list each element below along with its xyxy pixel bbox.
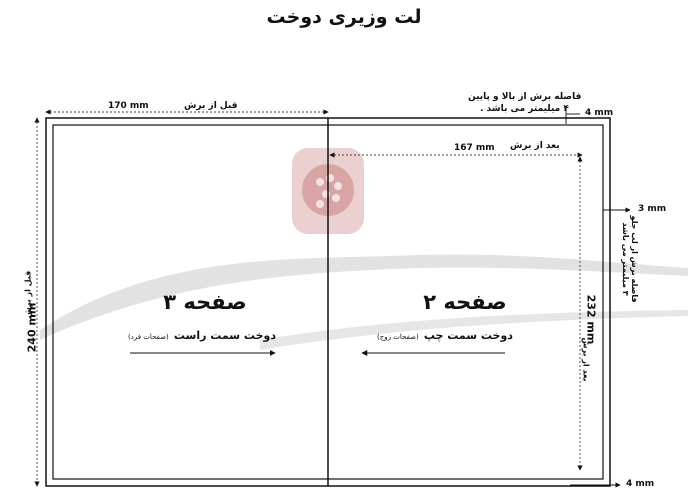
spine-margin-value: 3 mm xyxy=(638,204,667,214)
before-cut-width-label: قبل از برش xyxy=(184,101,238,111)
right-page-binding-text: دوخت سمت چپ xyxy=(423,329,513,342)
top-bottom-note-line2: ۴ میلیمتر می باشد . xyxy=(480,104,569,114)
spine-note-line2: ۳ میلیمتر می باشد xyxy=(621,222,630,296)
after-cut-width-value: 167 mm xyxy=(454,143,495,153)
top-margin-value: 4 mm xyxy=(585,108,614,118)
before-cut-width-value: 170 mm xyxy=(108,101,149,111)
after-cut-height-value: 232 mm xyxy=(584,294,598,345)
before-cut-height-label: قبل از برش xyxy=(23,270,33,319)
spine-note-line1: فاصله برش از لب جلو xyxy=(630,215,639,303)
before-cut-height-value: 240 mm xyxy=(25,302,39,353)
left-page-title: صفحه ۳ xyxy=(163,290,247,314)
spine-note xyxy=(575,215,685,303)
right-page-binding xyxy=(360,324,530,343)
after-cut-height-label-wrap xyxy=(559,337,619,382)
left-page-note: (صفحات فرد) xyxy=(128,333,169,341)
right-page-title: صفحه ۲ xyxy=(423,290,507,314)
before-cut-height-group xyxy=(0,302,80,353)
after-cut-width-label: بعد از برش xyxy=(510,141,560,151)
after-cut-height-label: بعد از برش xyxy=(581,337,591,382)
before-cut-height-label-wrap xyxy=(0,270,55,319)
bottom-margin-value: 4 mm xyxy=(626,479,655,489)
left-page-binding-text: دوخت سمت راست xyxy=(173,329,276,342)
diagram-title: لت وزیری دوخت xyxy=(266,6,422,28)
left-page-binding xyxy=(112,324,292,343)
right-page-note: (صفحات زوج) xyxy=(377,333,419,341)
top-bottom-note-line1: فاصله برش از بالا و پایین xyxy=(468,92,582,102)
